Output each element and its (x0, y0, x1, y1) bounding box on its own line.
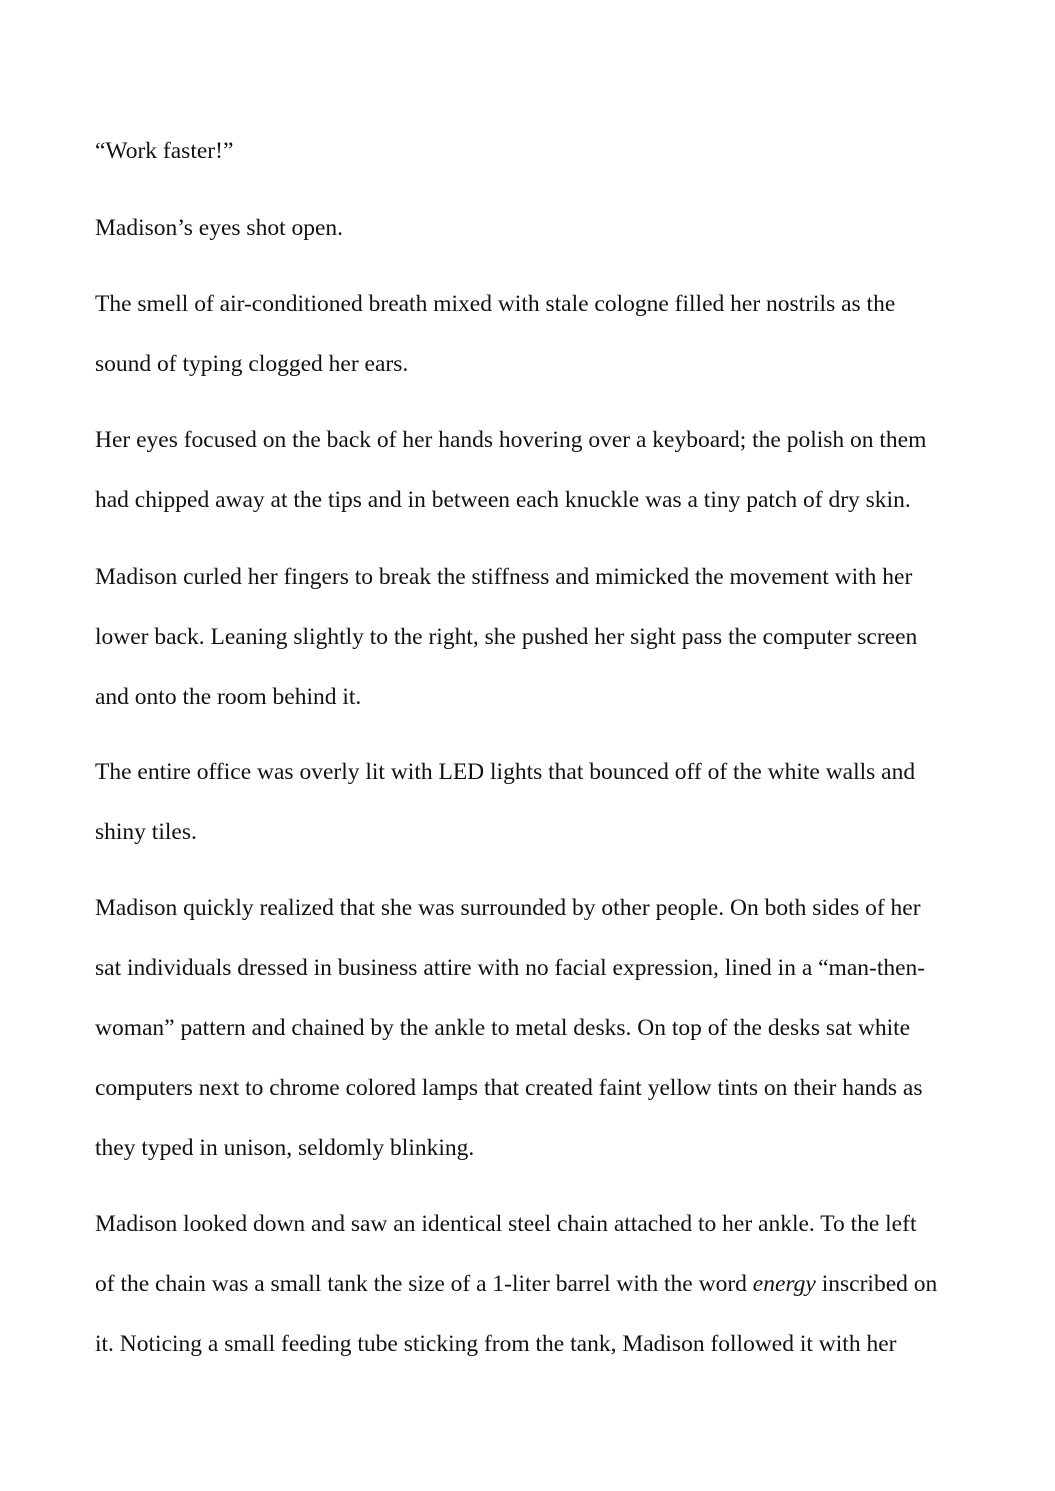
text-line: The smell of air-conditioned breath mixed with stale cologne filled her nostrils as the (95, 291, 896, 317)
paragraph-3 (95, 274, 1045, 394)
text-line-start: of the chain was a small tank the size of a 1-liter barrel with the word (95, 1271, 747, 1297)
paragraph-8 (95, 1194, 1045, 1374)
text-line: and onto the room behind it. (95, 684, 362, 710)
text-line: woman” pattern and chained by the ankle to metal desks. On top of the desks sat white (95, 1015, 911, 1041)
text-line: The entire office was overly lit with LED lights that bounced off of the white walls and (95, 759, 916, 785)
text-line: sat individuals dressed in business attire with no facial expression, lined in a “man-then- (95, 955, 926, 981)
text-line: “Work faster!” (95, 138, 234, 164)
paragraph-6 (95, 742, 1045, 862)
italic-word: energy (752, 1271, 816, 1297)
paragraph-4 (95, 410, 1045, 530)
paragraph-2 (95, 198, 1045, 258)
text-line-end: inscribed on (815, 1271, 938, 1297)
text-line: Madison quickly realized that she was surrounded by other people. On both sides of her (95, 895, 921, 921)
text-line: sound of typing clogged her ears. (95, 351, 409, 377)
paragraph-7 (95, 878, 1045, 1178)
text-line: Madison looked down and saw an identical steel chain attached to her ankle. To the left (95, 1211, 917, 1237)
text-line: shiny tiles. (95, 819, 197, 845)
text-line (95, 1254, 1045, 1314)
text-line: it. Noticing a small feeding tube sticking from the tank, Madison followed it with her (95, 1331, 897, 1357)
text-line: Her eyes focused on the back of her hands hovering over a keyboard; the polish on them (95, 427, 927, 453)
text-line: Madison’s eyes shot open. (95, 215, 344, 241)
text-line: they typed in unison, seldomly blinking. (95, 1135, 475, 1161)
text-line: had chipped away at the tips and in between each knuckle was a tiny patch of dry skin. (95, 487, 911, 513)
paragraph-5 (95, 547, 1045, 727)
paragraph-1 (95, 121, 1045, 181)
text-line: computers next to chrome colored lamps that created faint yellow tints on their hands as (95, 1075, 923, 1101)
text-line: lower back. Leaning slightly to the right, she pushed her sight pass the computer screen (95, 624, 918, 650)
text-line: Madison curled her fingers to break the stiffness and mimicked the movement with her (95, 564, 913, 590)
